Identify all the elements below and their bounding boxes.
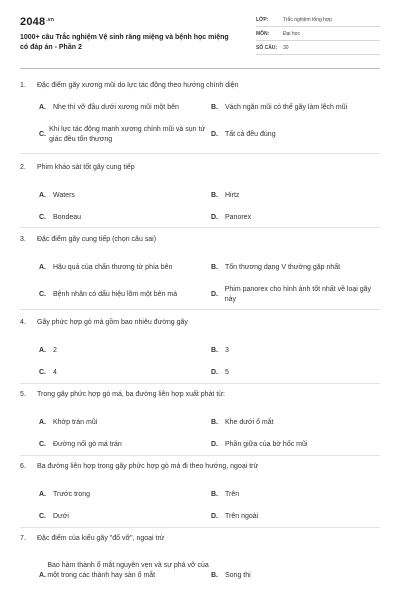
option-text: 4: [53, 369, 57, 376]
option-b[interactable]: [211, 571, 381, 581]
option-letter: B.: [211, 264, 218, 271]
option-text: Dưới: [53, 513, 69, 520]
option-b[interactable]: [211, 263, 381, 273]
option-letter: A.: [39, 572, 46, 579]
option-letter: D.: [211, 369, 218, 376]
option-letter: D.: [211, 441, 218, 448]
option-d[interactable]: [211, 285, 381, 305]
question-3: [20, 236, 380, 303]
meta-key: SỐ CÂU:: [256, 44, 278, 51]
option-text: Song thị: [225, 572, 251, 579]
option-d[interactable]: [211, 440, 381, 450]
site-logo[interactable]: [20, 16, 54, 28]
meta-key: LỚP:: [256, 16, 269, 23]
question-number: 6.: [20, 463, 26, 470]
option-b[interactable]: [211, 191, 381, 201]
option-c[interactable]: [39, 290, 209, 300]
question-text: Đặc điểm gãy cung tiếp (chọn câu sai): [37, 236, 157, 243]
meta-value: 30: [283, 44, 289, 51]
question-stem: [20, 391, 380, 398]
option-letter: B.: [211, 104, 218, 111]
option-a[interactable]: [39, 191, 209, 201]
option-text: Tổn thương dạng V thường gặp nhất: [225, 264, 341, 271]
question-5: [20, 391, 380, 448]
option-text: 3: [225, 347, 229, 354]
option-letter: D.: [211, 291, 218, 298]
option-text: Trên: [225, 491, 240, 498]
question-text: Đặc điểm gãy xương mũi do lực tác động theo hướng chính diện: [37, 82, 239, 89]
question-4: [20, 319, 380, 376]
option-letter: B.: [211, 419, 218, 426]
option-text: Bao hàm thành ổ mắt nguyên vẹn và sự phá vỡ của một trong các thành hay sàn ổ mắt: [47, 562, 209, 579]
option-letter: B.: [211, 491, 218, 498]
option-letter: A.: [39, 192, 46, 199]
question-number: 2.: [20, 164, 26, 171]
question-divider: [20, 455, 380, 456]
option-d[interactable]: [211, 512, 381, 522]
option-d[interactable]: [211, 130, 381, 140]
option-a[interactable]: [39, 490, 209, 500]
option-text: Phim panorex cho hình ảnh tốt nhất về loại gãy này: [224, 286, 372, 303]
question-number: 7.: [20, 535, 26, 542]
meta-table: [256, 13, 380, 55]
logo-suffix: .vn: [46, 17, 55, 23]
question-number: 5.: [20, 391, 26, 398]
question-divider: [20, 383, 380, 384]
option-letter: A.: [39, 347, 46, 354]
header-divider: [20, 68, 380, 69]
question-number: 4.: [20, 319, 26, 326]
option-text: Trên ngoài: [225, 513, 259, 520]
option-c[interactable]: [39, 368, 209, 378]
question-divider: [20, 153, 380, 154]
option-letter: C.: [39, 291, 46, 298]
question-number: 1.: [20, 82, 26, 89]
option-text: Bệnh nhân có dấu hiệu lõm một bên má: [53, 291, 178, 298]
option-letter: A.: [39, 264, 46, 271]
option-letter: C.: [39, 131, 46, 138]
question-stem: [20, 463, 380, 470]
question-divider: [20, 227, 380, 228]
question-stem: [20, 236, 380, 243]
option-text: Khi lực tác động mạnh xương chính mũi và sụn tứ giác đều tổn thương: [49, 126, 206, 143]
option-text: 5: [225, 369, 229, 376]
question-text: Đặc điểm của kiểu gãy "đổ vỡ", ngoại trừ: [37, 535, 165, 542]
question-1: [20, 82, 380, 143]
option-letter: A.: [39, 491, 46, 498]
option-text: Nhẹ thì vỡ đầu dưới xương mũi một bên: [53, 104, 179, 111]
option-text: Đường nối gò má trán: [53, 441, 122, 448]
option-text: Hậu quả của chấn thương từ phía bên: [53, 264, 173, 271]
meta-value: Đại học: [283, 30, 300, 37]
option-c[interactable]: [39, 512, 209, 522]
option-b[interactable]: [211, 346, 381, 356]
question-stem: [20, 164, 380, 171]
option-letter: D.: [211, 214, 218, 221]
option-text: Bondeau: [53, 214, 82, 221]
option-b[interactable]: [211, 490, 381, 500]
question-divider: [20, 527, 380, 528]
question-number: 3.: [20, 236, 26, 243]
document-title: 1000+ câu Trắc nghiệm Vệ sinh răng miệng và bệnh học miệng có đáp án - Phần 2: [20, 34, 229, 51]
question-text: Phim khảo sát tốt gãy cung tiếp: [37, 164, 135, 171]
logo-text: 2048: [20, 16, 46, 28]
option-a[interactable]: [39, 263, 209, 273]
question-stem: [20, 319, 380, 326]
option-text: 2: [53, 347, 57, 354]
option-text: Phần giữa của bờ hốc mũi: [225, 441, 308, 448]
meta-value: Trắc nghiệm tổng hợp: [283, 16, 332, 23]
question-stem: [20, 82, 380, 89]
option-text: Trước trong: [53, 491, 91, 498]
meta-key: MÔN:: [256, 30, 270, 37]
option-letter: C.: [39, 369, 46, 376]
option-text: Panorex: [225, 214, 252, 221]
option-text: Vách ngăn mũi có thể gãy làm lệch mũi: [225, 104, 348, 111]
question-2: [20, 164, 380, 221]
option-a[interactable]: [39, 103, 209, 113]
option-b[interactable]: [211, 103, 381, 113]
question-7: [20, 535, 380, 579]
question-text: Ba đường liên hợp trong gãy phức hợp gò má đi theo hướng, ngoại trừ: [37, 463, 259, 470]
question-text: Trong gãy phức hợp gò má, ba đường liên hợp xuất phát từ:: [37, 391, 225, 398]
option-d[interactable]: [211, 213, 381, 223]
option-text: Khe dưới ổ mắt: [225, 419, 274, 426]
option-letter: B.: [211, 572, 218, 579]
option-letter: C.: [39, 441, 46, 448]
option-d[interactable]: [211, 368, 381, 378]
option-text: Tất cả đều đúng: [225, 131, 276, 138]
option-c[interactable]: [39, 125, 209, 145]
option-c[interactable]: [39, 213, 209, 223]
option-letter: B.: [211, 347, 218, 354]
option-letter: C.: [39, 214, 46, 221]
option-text: Waters: [53, 192, 75, 199]
question-stem: [20, 535, 380, 542]
question-divider: [20, 309, 380, 310]
option-text: Hirtz: [225, 192, 240, 199]
option-letter: A.: [39, 419, 46, 426]
option-b[interactable]: [211, 418, 381, 428]
option-letter: A.: [39, 104, 46, 111]
option-letter: D.: [211, 131, 218, 138]
meta-row-count: [256, 41, 380, 55]
option-a[interactable]: [39, 561, 209, 581]
option-c[interactable]: [39, 440, 209, 450]
meta-row-class: [256, 13, 380, 27]
question-text: Gãy phức hợp gò má gồm bao nhiêu đường gãy: [37, 319, 188, 326]
option-text: Khớp trán mũi: [53, 419, 98, 426]
option-letter: C.: [39, 513, 46, 520]
question-6: [20, 463, 380, 520]
option-a[interactable]: [39, 346, 209, 356]
option-a[interactable]: [39, 418, 209, 428]
option-letter: B.: [211, 192, 218, 199]
meta-row-subject: [256, 27, 380, 41]
option-letter: D.: [211, 513, 218, 520]
